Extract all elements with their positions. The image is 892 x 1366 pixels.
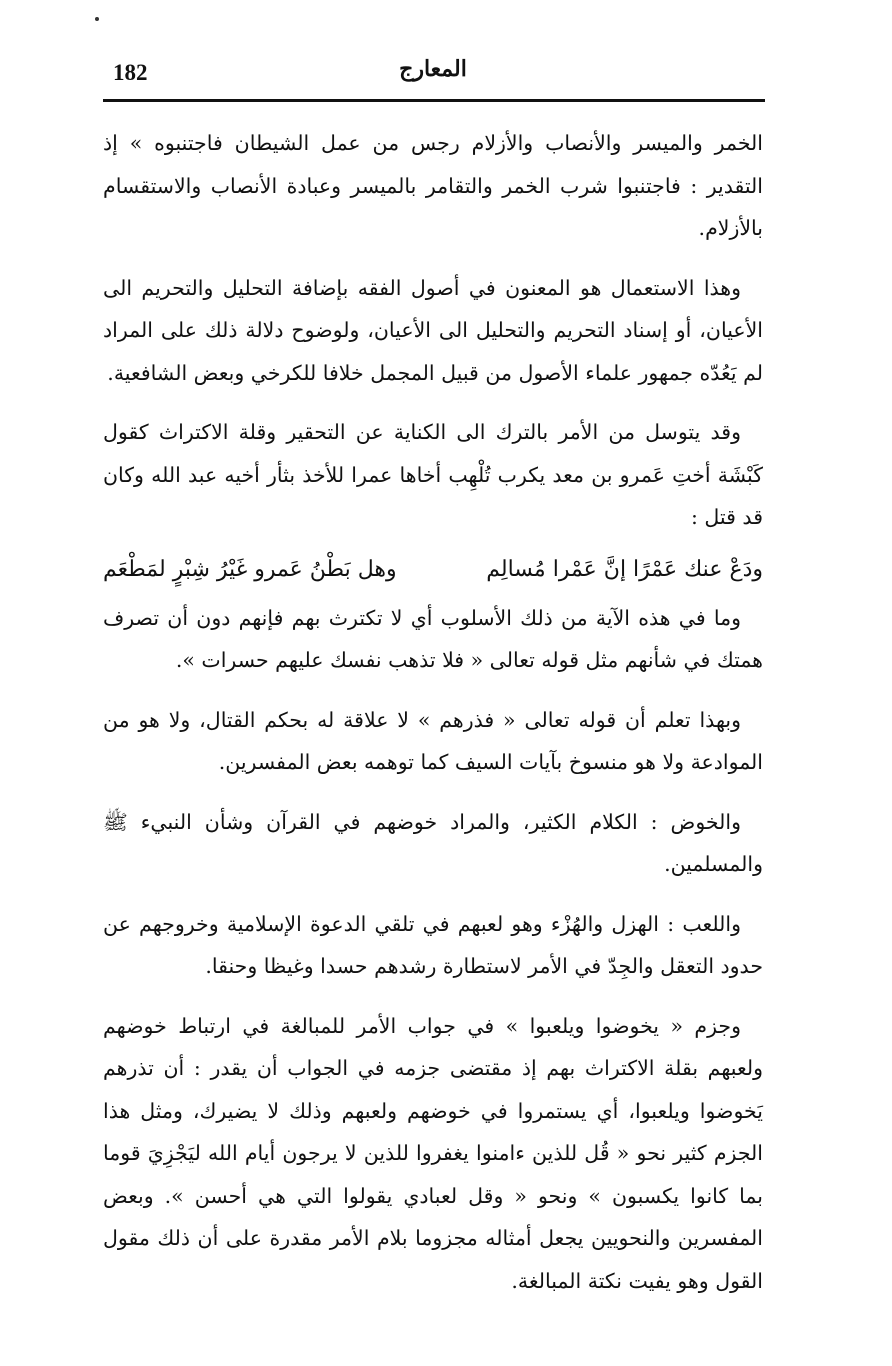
paragraph: وهذا الاستعمال هو المعنون في أصول الفقه بإضافة التحليل والتحريم الى الأعيان، أو إسناد التحريم والتحليل الى الأعيان، ولوضوح دلالة ذلك على المراد لم يَعُدّه جمهور علماء الأصول من قبيل المجمل خلافا للكرخي وبعض الشافعية. (103, 275, 763, 385)
page-header (103, 52, 763, 96)
paragraph: الخمر والميسر والأنصاب والأزلام رجس من عمل الشيطان فاجتنبوه » إذ التقدير : فاجتنبوا شرب الخمر والتقامر بالميسر وعبادة الأنصاب والاستقسام بالأزلام. (103, 131, 763, 240)
running-title: المعارج (399, 56, 467, 82)
paragraph: وما في هذه الآية من ذلك الأسلوب أي لا تكترث بهم فإنهم دون أن تصرف همتك في شأنهم مثل قوله تعالى « فلا تذهب نفسك عليهم حسرات ». (103, 605, 763, 672)
header-rule (103, 99, 765, 102)
body-text (103, 122, 763, 1302)
paragraph: والخوض : الكلام الكثير، والمراد خوضهم في القرآن وشأن النبيء ﷺ والمسلمين. (103, 809, 763, 876)
paragraph: وبهذا تعلم أن قوله تعالى « فذرهم » لا علاقة له بحكم القتال، ولا هو من الموادعة ولا هو منسوخ بآيات السيف كما توهمه بعض المفسرين. (103, 707, 763, 774)
verse-second-hemistich: وهل بَطْنُ عَمرو غَيْرُ شِبْرٍ لمَطْعَم (103, 556, 397, 582)
page-number: 182 (113, 60, 148, 85)
paragraph: وقد يتوسل من الأمر بالترك الى الكناية عن التحقير وقلة الاكتراث كقول كَبْشَة أختِ عَمرو بن معد يكرب تُلْهِب أخاها عمرا للأخذ بثأر أخيه عبد الله وكان قد قتل : (103, 420, 763, 529)
scan-speck (95, 17, 99, 21)
poetry-verse (103, 549, 763, 591)
verse-first-hemistich: ودَعْ عنك عَمْرًا إنَّ عَمْرا مُسالِم (486, 556, 763, 582)
paragraph: واللعب : الهزل والهُزْء وهو لعبهم في تلقي الدعوة الإسلامية وخروجهم عن حدود التعقل والجِدّ في الأمر لاستطارة رشدهم حسدا وغيظا وحنقا. (103, 911, 763, 978)
paragraph: وجزم « يخوضوا ويلعبوا » في جواب الأمر للمبالغة في ارتباط خوضهم ولعبهم بقلة الاكتراث بهم إذ مقتضى جزمه في الجواب أن يقدر : أن تذرهم يَخوضوا ويلعبوا، أي يستمروا في خوضهم ولعبهم وذلك لا يضيرك، ومثل هذا الجزم كثير نحو « قُل للذين ءامنوا يغفروا للذين لا يرجون أيام الله ليَجْزِيَ قوما بما كانوا يكسبون » ونحو « وقل لعبادي يقولوا التي هي أحسن ». وبعض المفسرين والنحويين يجعل أمثاله مجزوما بلام الأمر مقدرة على أن ذلك مقول القول وهو يفيت نكتة المبالغة. (103, 1013, 763, 1293)
